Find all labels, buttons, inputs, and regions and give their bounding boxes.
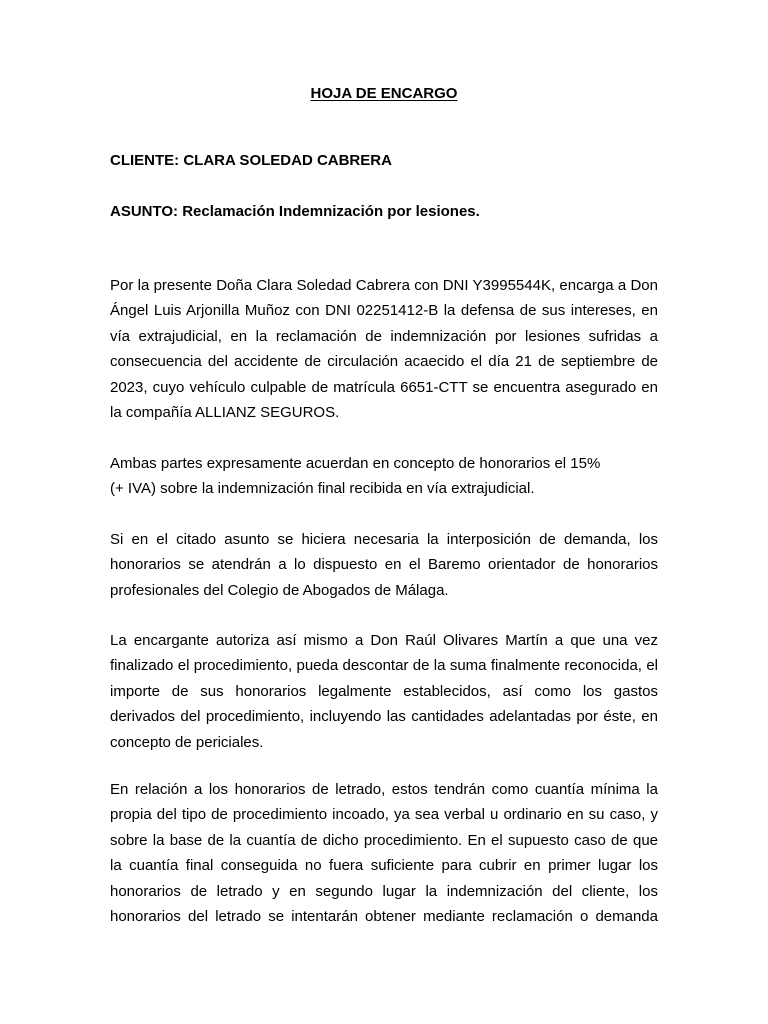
client-line: CLIENTE: CLARA SOLEDAD CABRERA	[110, 152, 392, 169]
paragraph-fees-line-1: Ambas partes expresamente acuerdan en concepto de honorarios el 15%	[110, 455, 601, 472]
subject-line: ASUNTO: Reclamación Indemnización por lesiones.	[110, 203, 480, 220]
document-title: HOJA DE ENCARGO	[310, 85, 458, 102]
paragraph-engagement-text: Por la presente Doña Clara Soledad Cabrera con DNI Y3995544K, encarga a Don Ángel Luis Arjonilla Muñoz con DNI 02251412-B la defensa de sus intereses, en vía extrajudicial, en la reclamación de indemnización por lesiones sufridas a consecuencia del accidente de circulación acaecido el día 21 de septiembre de 2023, cuyo vehículo culpable de matrícula 6651-CTT se encuentra asegurado en la compañía ALLIANZ SEGUROS.	[110, 277, 658, 422]
paragraph-lawyer-fees	[110, 777, 658, 929]
paragraph-fees-line-2: (+ IVA) sobre la indemnización final recibida en vía extrajudicial.	[110, 480, 535, 498]
paragraph-authorization-text: La encargante autoriza así mismo a Don Raúl Olivares Martín a que una vez finalizado el procedimiento, pueda descontar de la suma finalmente reconocida, el importe de sus honorarios legalmente establecidos, así como los gastos derivados del procedimiento, incluyendo las cantidades adelantadas por éste, en concepto de periciales.	[110, 632, 658, 751]
paragraph-lawsuit-text: Si en el citado asunto se hiciera necesaria la interposición de demanda, los honorarios se atendrán a lo dispuesto en el Baremo orientador de honorarios profesionales del Colegio de Abogados de Málaga.	[110, 531, 658, 599]
paragraph-fees	[110, 451, 658, 502]
paragraph-authorization	[110, 628, 658, 755]
paragraph-engagement	[110, 273, 658, 425]
paragraph-lawyer-fees-text: En relación a los honorarios de letrado, estos tendrán como cuantía mínima la propia del tipo de procedimiento incoado, ya sea verbal u ordinario en su caso, y sobre la base de la cuantía de dicho procedimiento. En el supuesto caso de que la cuantía final conseguida no fuera suficiente para cubrir en primer lugar los honorarios de letrado y en segundo lugar la indemnización del cliente, los honorarios del letrado se intentarán obtener mediante reclamación o demanda	[110, 781, 658, 926]
paragraph-lawsuit	[110, 527, 658, 603]
